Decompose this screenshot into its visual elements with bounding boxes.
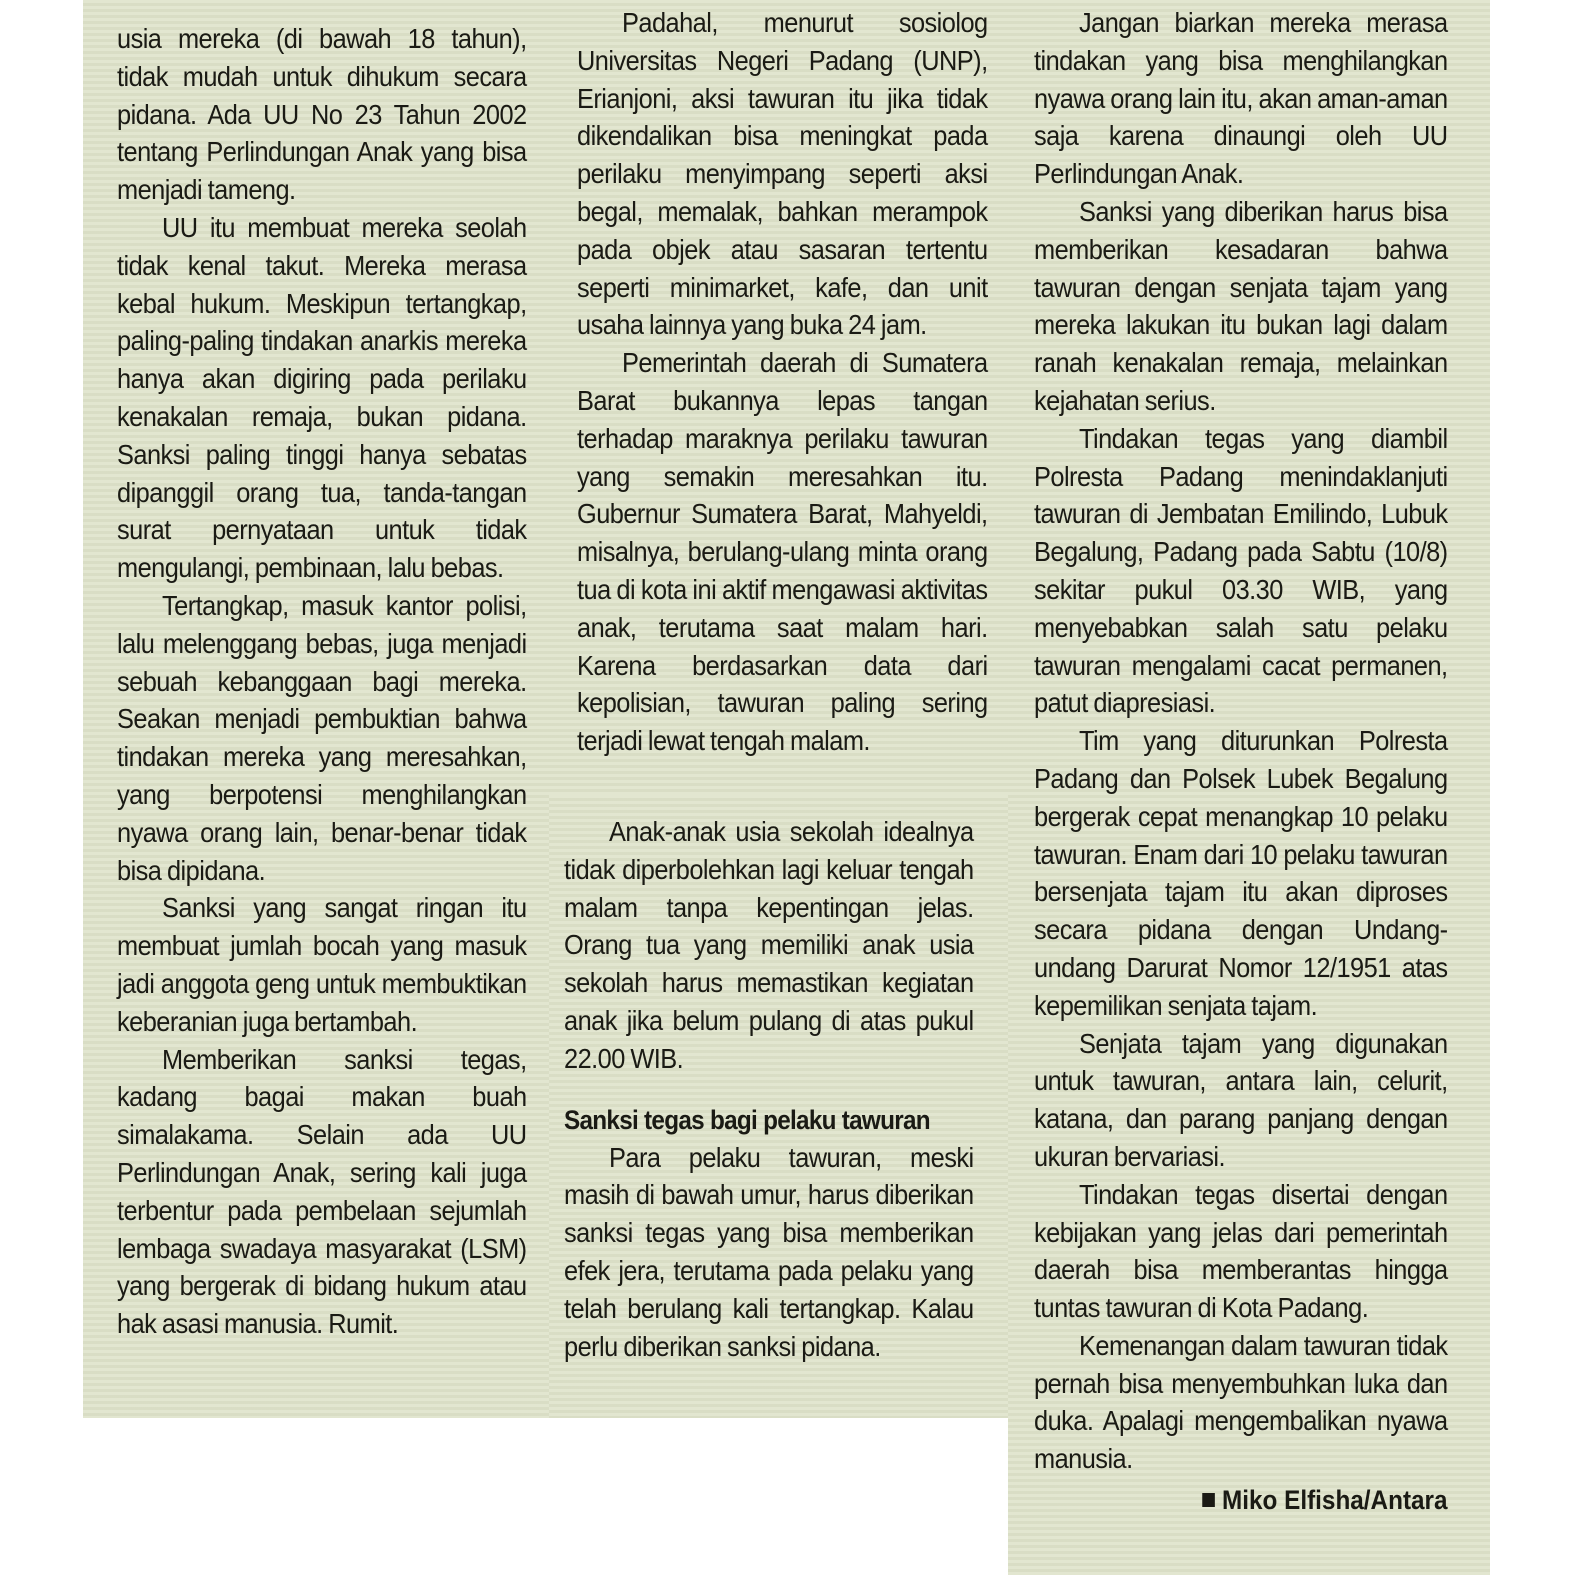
- paragraph: Sanksi yang sangat ringan itu membuat jumlah bocah yang masuk jadi anggota geng untuk membuktikan keberanian juga bertambah.: [117, 891, 527, 1037]
- section-subheading: Sanksi tegas bagi pelaku tawuran: [564, 1104, 930, 1135]
- paragraph: Jangan biarkan mereka merasa tindakan yang bisa menghilangkan nyawa orang lain itu, akan aman-aman saja karena dinaungi oleh UU Perlindungan Anak.: [1034, 6, 1448, 190]
- article-column-1: [83, 0, 549, 1418]
- paragraph: Tim yang diturunkan Polresta Padang dan Polsek Lubek Begalung bergerak cepat menangkap 10 pelaku tawuran. Enam dari 10 pelaku tawuran bersenjata tajam itu akan diproses secara pidana dengan Undang-undang Darurat Nomor 12/1951 atas kepemilikan senjata tajam.: [1034, 724, 1448, 1021]
- paragraph: UU itu membuat mereka seolah tidak kenal takut. Mereka merasa kebal hukum. Meskipun tertangkap, paling-paling tindakan anarkis mereka hanya akan digiring pada perilaku kenakalan remaja, bukan pidana. Sanksi paling tinggi hanya sebatas dipanggil orang tua, tanda-tangan surat pernyataan untuk tidak mengulangi, pembinaan, lalu bebas.: [117, 210, 527, 584]
- paragraph: Senjata tajam yang digunakan untuk tawuran, antara lain, celurit, katana, dan parang panjang dengan ukuran bervariasi.: [1034, 1026, 1448, 1172]
- paragraph: Tindakan tegas yang diambil Polresta Padang menindaklanjuti tawuran di Jembatan Emilindo, Lubuk Begalung, Padang pada Sabtu (10/8) sekitar pukul 03.30 WIB, yang menyebabkan salah satu pelaku tawuran mengalami cacat permanen, patut diapresiasi.: [1034, 421, 1448, 719]
- byline: [1034, 1482, 1448, 1518]
- paragraph: Tindakan tegas disertai dengan kebijakan yang jelas dari pemerintah daerah bisa memberantas hingga tuntas tawuran di Kota Padang.: [1034, 1177, 1448, 1324]
- paragraph: Tertangkap, masuk kantor polisi, lalu melenggang bebas, juga menjadi sebuah kebanggaan bagi mereka. Seakan menjadi pembuktian bahwa tindakan mereka yang meresahkan, yang berpotensi menghilangkan nyawa orang lain, benar-benar tidak bisa dipidana.: [117, 588, 527, 886]
- paragraph: Anak-anak usia sekolah idealnya tidak diperbolehkan lagi keluar tengah malam tanpa kepentingan jelas. Orang tua yang memiliki anak usia sekolah harus memastikan kegiatan anak jika belum pulang di atas pukul 22.00 WIB.: [564, 815, 974, 1074]
- paragraph: Padahal, menurut sosiolog Universitas Negeri Padang (UNP), Erianjoni, aksi tawuran itu jika tidak dikendalikan bisa meningkat pada perilaku menyimpang seperti aksi begal, memalak, bahkan merampok pada objek atau sasaran tertentu seperti minimarket, kafe, dan unit usaha lainnya yang buka 24 jam.: [577, 6, 988, 341]
- paragraph: Sanksi yang diberikan harus bisa memberikan kesadaran bahwa tawuran dengan senjata tajam yang mereka lakukan itu bukan lagi dalam ranah kenakalan remaja, melainkan kejahatan serius.: [1034, 194, 1448, 416]
- paragraph: Para pelaku tawuran, meski masih di bawah umur, harus diberikan sanksi tegas yang bisa memberikan efek jera, terutama pada pelaku yang telah berulang kali tertangkap. Kalau perlu diberikan sanksi pidana.: [564, 1140, 974, 1362]
- article-column-3: [1008, 0, 1490, 1575]
- paragraph: Kemenangan dalam tawuran tidak pernah bisa menyembuhkan luka dan duka. Apalagi mengembalikan nyawa manusia.: [1034, 1328, 1448, 1475]
- byline-text: Miko Elfisha/Antara: [1222, 1485, 1448, 1516]
- paragraph: usia mereka (di bawah 18 tahun), tidak mudah untuk dihukum secara pidana. Ada UU No 23 Tahun 2002 tentang Perlindungan Anak yang bisa menjadi tameng.: [117, 22, 527, 206]
- square-bullet-icon: [1203, 1493, 1216, 1507]
- article-column-2-bottom: [549, 795, 1008, 1418]
- paragraph: Memberikan sanksi tegas, kadang bagai makan buah simalakama. Selain ada UU Perlindungan Anak, sering kali juga terbentur pada pembelaan sejumlah lembaga swadaya masyarakat (LSM) yang bergerak di bidang hukum atau hak asasi manusia. Rumit.: [117, 1042, 527, 1340]
- article-column-2-top: [549, 0, 1008, 795]
- paragraph: Pemerintah daerah di Sumatera Barat bukannya lepas tangan terhadap maraknya perilaku tawuran yang semakin meresahkan itu. Gubernur Sumatera Barat, Mahyeldi, misalnya, berulang-ulang minta orang tua di kota ini aktif mengawasi aktivitas anak, terutama saat malam hari. Karena berdasarkan data dari kepolisian, tawuran paling sering terjadi lewat tengah malam.: [577, 346, 988, 757]
